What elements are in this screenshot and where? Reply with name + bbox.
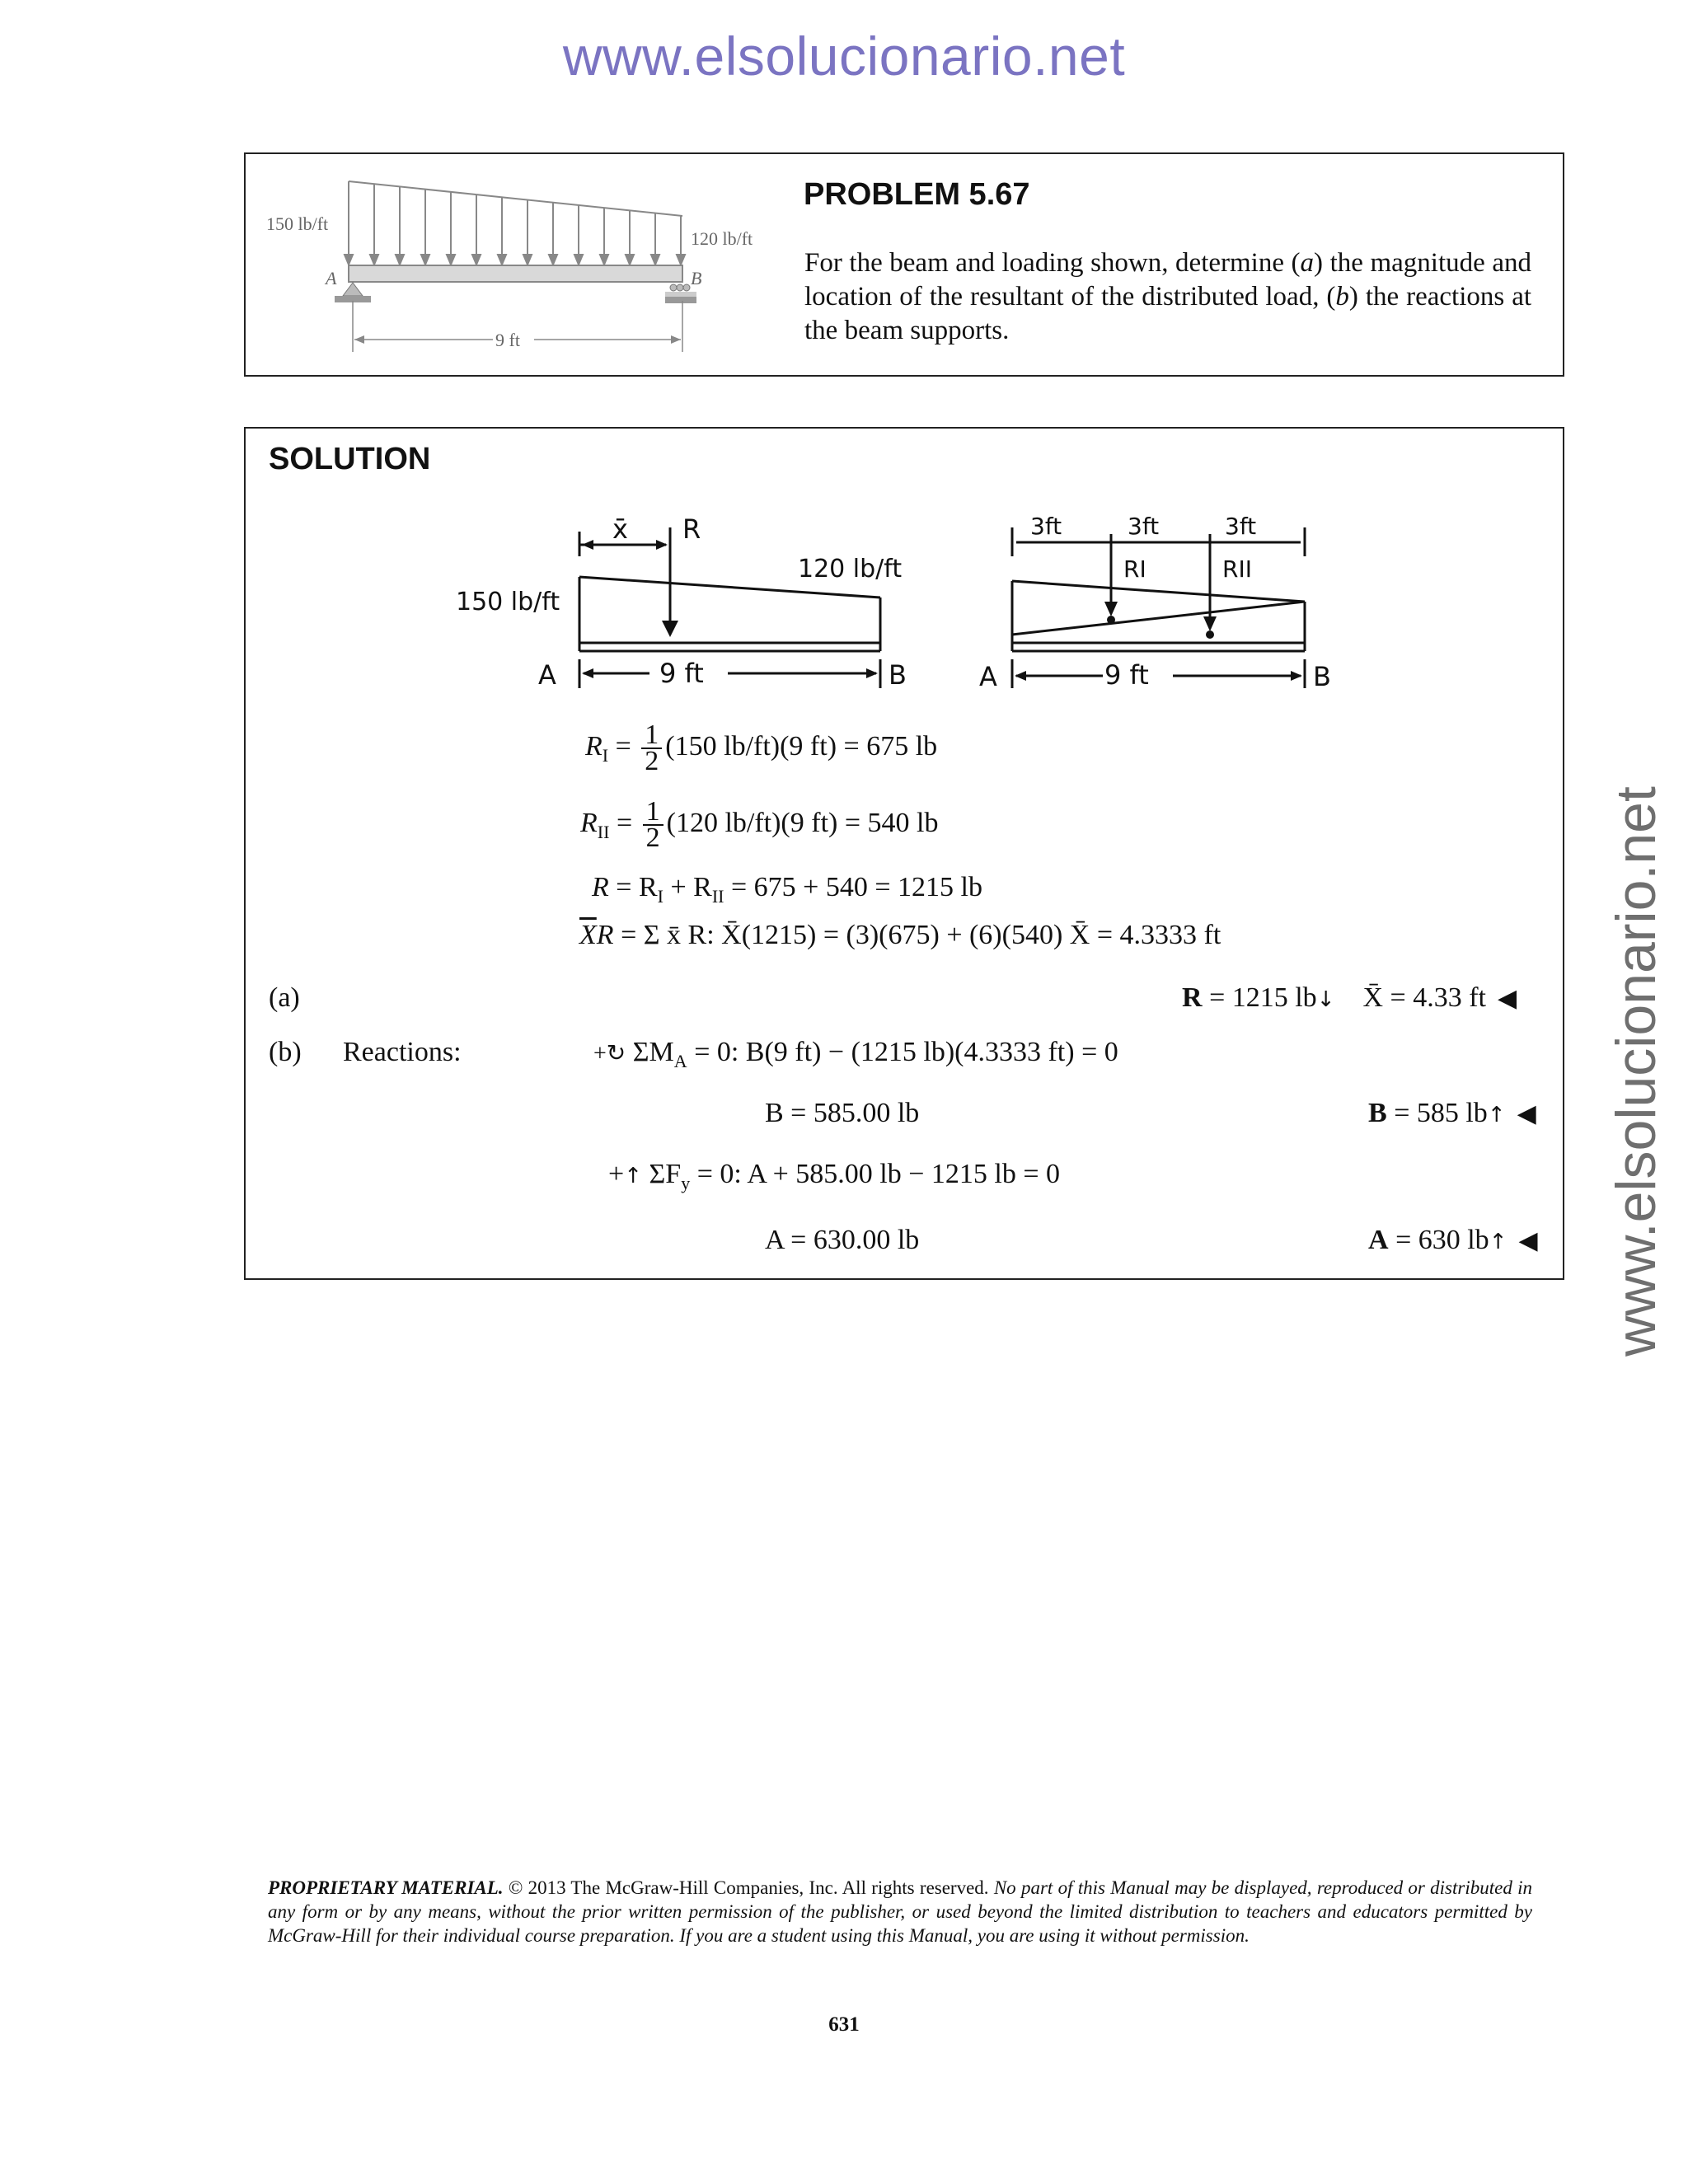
moment-equation: +↻ $\Sigma M_A = 0$: B(9 ft) − (1215 lb)(4.3333 ft) = 0 — [593, 1037, 1118, 1071]
sketch2-b: B — [1313, 661, 1331, 692]
reactions-label: Reactions: — [343, 1037, 462, 1067]
sketch1-b: B — [889, 659, 907, 691]
beam — [349, 265, 682, 282]
part-b-label: (b) — [269, 1037, 302, 1067]
watermark-top: www.elsolucionario.net — [562, 26, 1126, 87]
equation-xbar: $\overline{X}R = \Sigma$ x̄ R: X̄(1215) = (3)(675) + (6)(540) X̄ = 4.3333 ft — [579, 920, 1221, 950]
sketch2-a: A — [979, 661, 997, 692]
sketch2-span: 9 ft — [1104, 659, 1149, 691]
support-b-label: B — [691, 268, 702, 288]
answer-a: R = 1215 lb↓ X̄ = 4.33 ft ◀ — [1182, 982, 1517, 1013]
support-a — [343, 283, 363, 296]
a-value: A = 630.00 lb — [765, 1225, 920, 1255]
sketch1-xbar: x̄ — [612, 515, 628, 545]
sketch2-r1: RI — [1123, 555, 1146, 583]
sketch2-seg3: 3ft — [1225, 513, 1257, 540]
load-left-label: 150 lb/ft — [266, 213, 329, 234]
load-arrows — [345, 181, 685, 265]
equation-r-total: $R = R_I + R_{II} = 675 + 540 = 1215$ lb — [592, 872, 982, 907]
problem-statement: For the beam and loading shown, determine (a) the magnitude and location of the resultant of the distributed load, (b) the reactions at the beam supports. — [804, 248, 1532, 345]
answer-b: B = 585 lb↑ ◀ — [1368, 1098, 1536, 1128]
copyright-footer: PROPRIETARY MATERIAL. © 2013 The McGraw-Hill Companies, Inc. All rights reserved. No part of this Manual may be displayed, reproduced or distributed in any form or by any means, without the prior written permission of the publisher, or used beyond the limited distribution to teachers and educators permitted by McGraw-Hill for their individual course preparation. If you are a student using this Manual, you are using it without permission. — [268, 1877, 1532, 1946]
sketch1-load-left: 150 lb/ft — [456, 588, 560, 616]
sketch2-seg1: 3ft — [1030, 513, 1062, 540]
equation-r1: $R_I$ = $\frac{1}{2}$ (150 lb/ft)(9 ft) = 675 lb — [585, 719, 938, 776]
problem-figure — [246, 154, 773, 368]
sketch2-seg2: 3ft — [1128, 513, 1160, 540]
sketch-triangles — [979, 511, 1358, 701]
b-value: B = 585.00 lb — [765, 1098, 920, 1128]
equation-r2: $R_{II}$ = $\frac{1}{2}$ (120 lb/ft)(9 ft) = 540 lb — [580, 796, 939, 853]
solution-box — [244, 427, 1564, 1280]
watermark-side: www.elsolucionario.net — [1605, 786, 1667, 1357]
sketch-resultant — [452, 515, 930, 705]
answer-a-reaction: A = 630 lb↑ ◀ — [1368, 1225, 1538, 1255]
page-number: 631 — [828, 2013, 860, 2036]
span-label: 9 ft — [495, 330, 520, 350]
problem-heading: PROBLEM 5.67 — [804, 177, 1030, 212]
force-equation: +↑ $\Sigma F_y = 0$: A + 585.00 lb − 1215 lb = 0 — [608, 1159, 1061, 1193]
support-a-label: A — [326, 268, 337, 288]
sketch2-r2: RII — [1222, 555, 1252, 583]
problem-box — [244, 152, 1564, 377]
sketch1-span: 9 ft — [659, 658, 704, 689]
sketch1-a: A — [538, 659, 556, 691]
sketch1-r: R — [682, 515, 701, 545]
solution-heading: SOLUTION — [269, 442, 431, 476]
part-a-label: (a) — [269, 982, 300, 1013]
load-right-label: 120 lb/ft — [691, 228, 753, 249]
sketch1-load-right: 120 lb/ft — [798, 555, 903, 583]
